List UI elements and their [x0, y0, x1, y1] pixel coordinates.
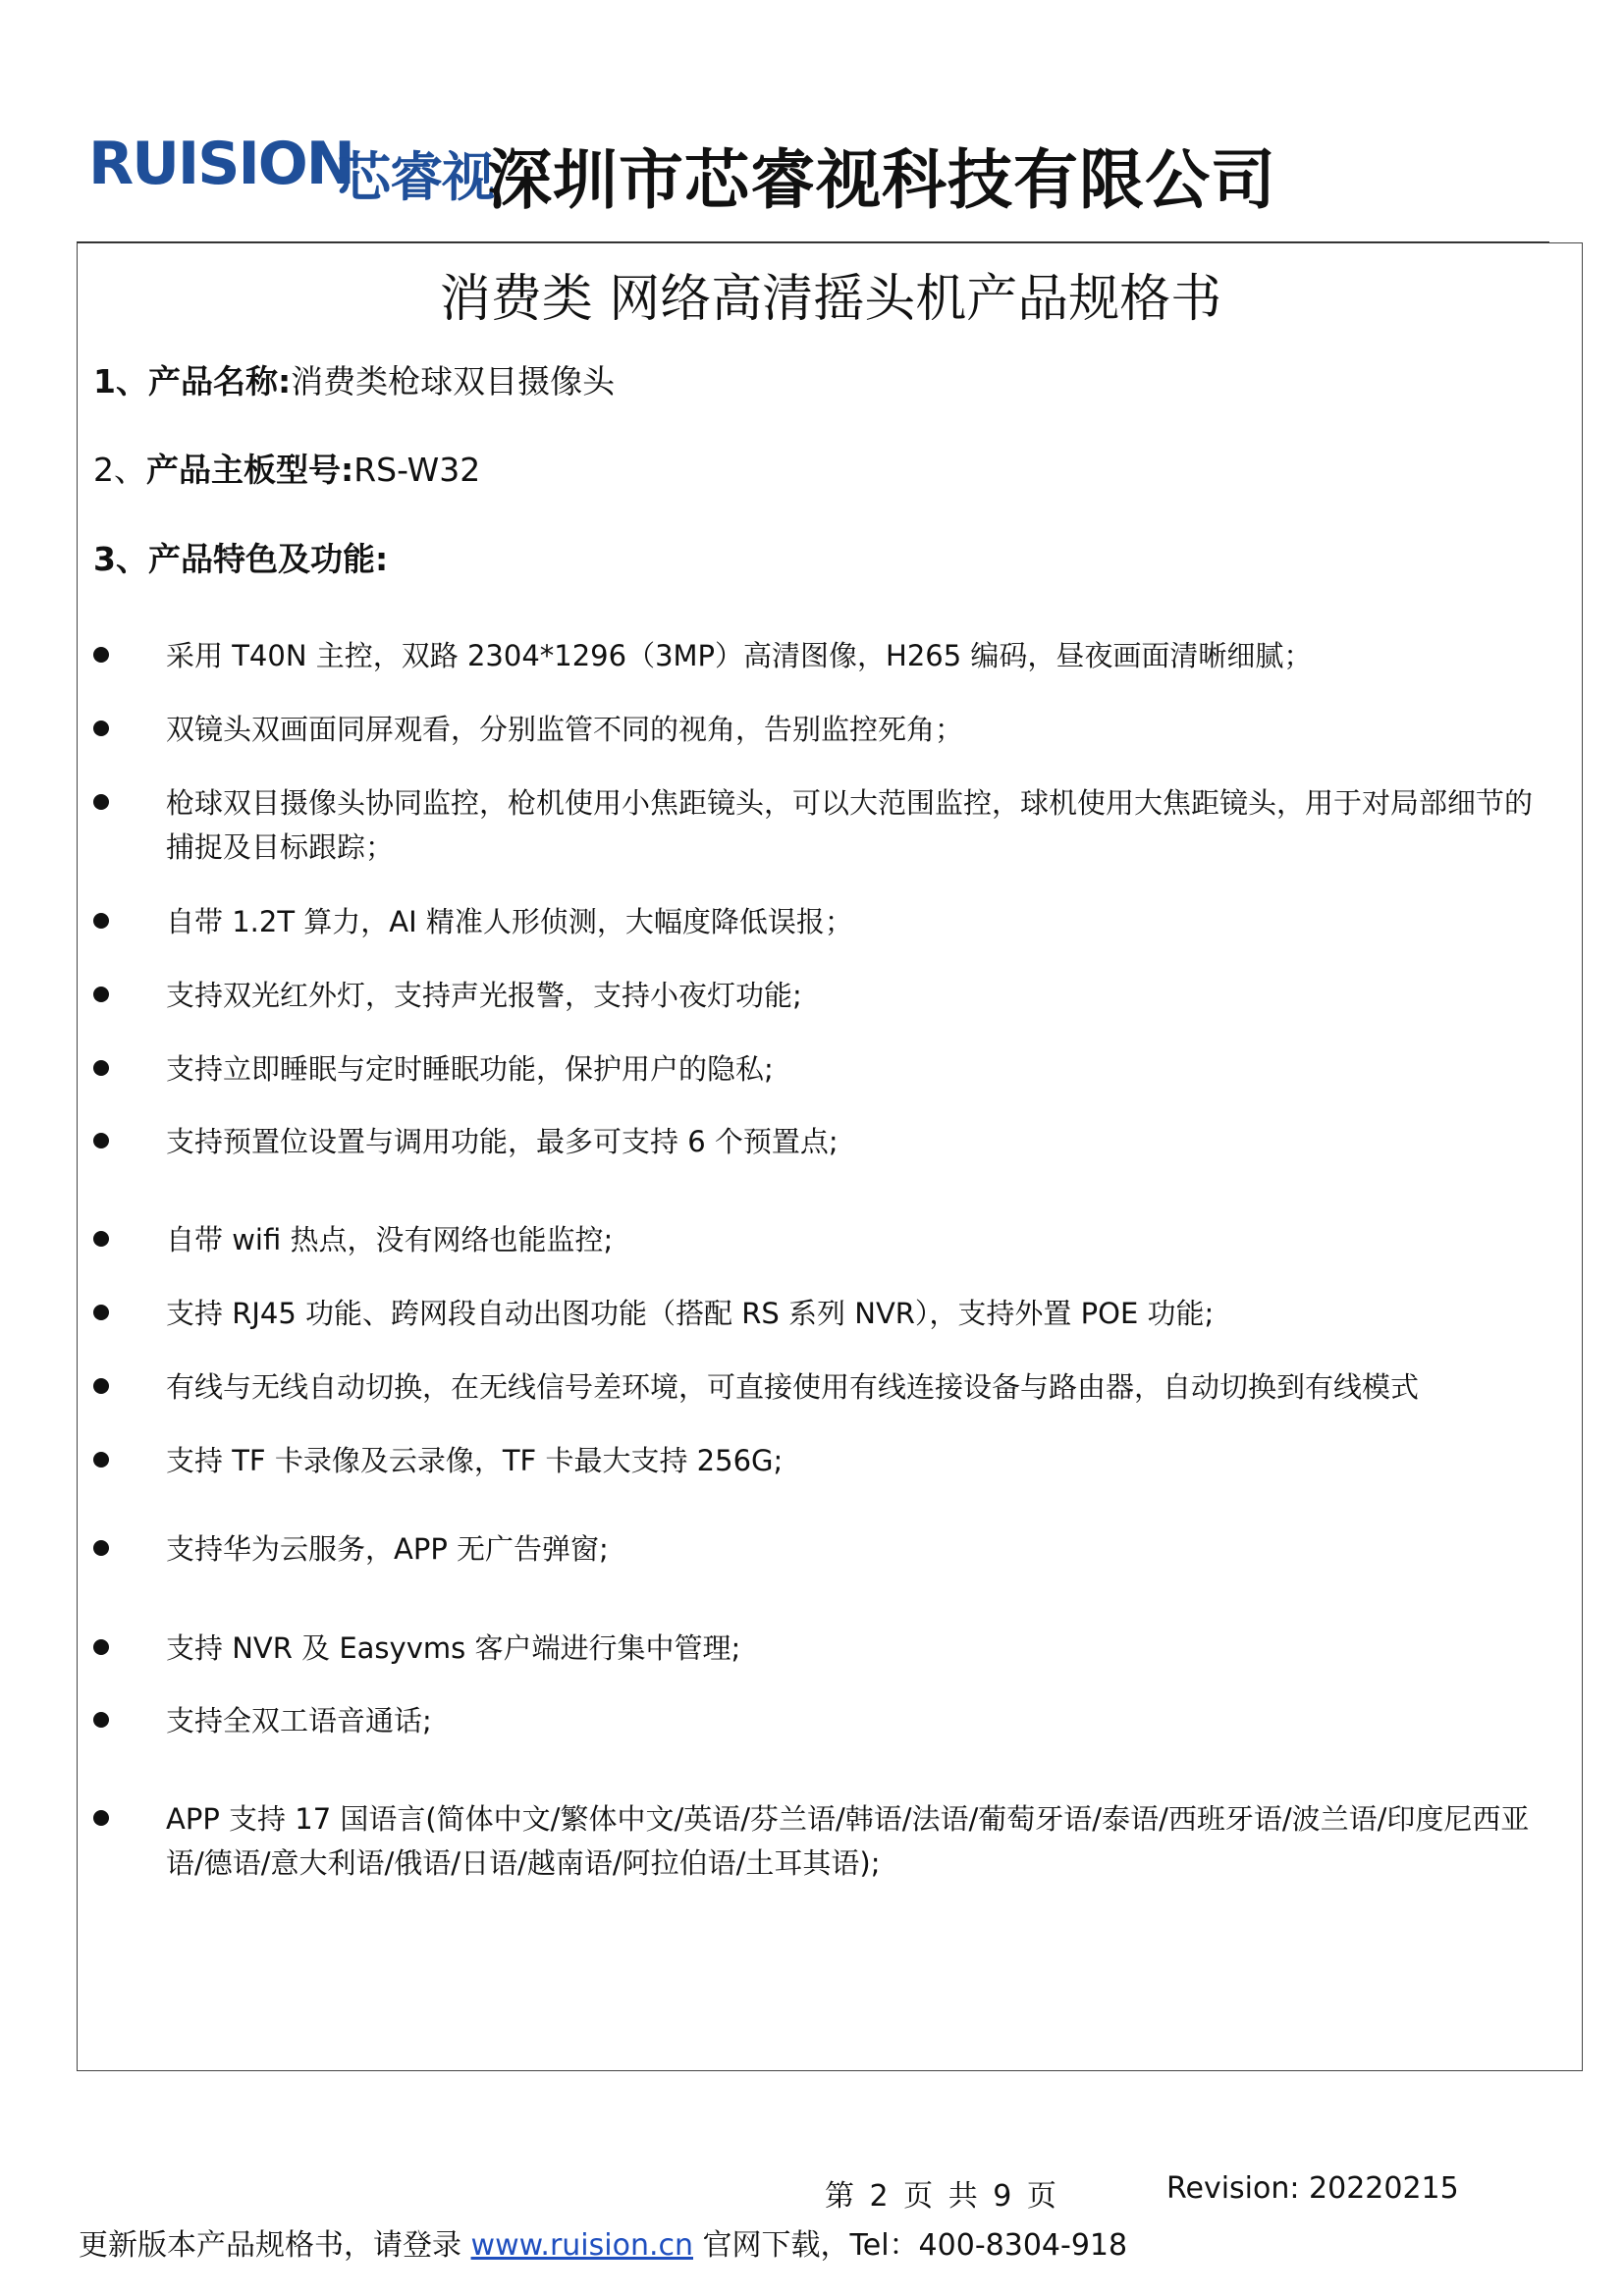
company-name: 深圳市芯睿视科技有限公司 [487, 142, 1276, 218]
product-name-value: 消费类枪球双目摄像头 [291, 362, 616, 400]
footer-update-suffix: 官网下载，Tel：400-8304-918 [693, 2228, 1128, 2263]
board-model-label: 产品主板型号: [146, 451, 354, 489]
bullet-icon [93, 1810, 109, 1826]
bullet-icon [93, 721, 109, 736]
bullet-icon [93, 1540, 109, 1556]
bullet-icon [93, 987, 109, 1002]
bullet-icon [93, 1231, 109, 1247]
product-name-label: 1、产品名称: [93, 362, 292, 400]
product-name-field [93, 356, 615, 402]
bullet-icon [93, 1305, 109, 1320]
bullet-icon [93, 647, 109, 663]
revision-label: Revision: 20220215 [1166, 2171, 1459, 2206]
board-model-prefix: 2、 [93, 451, 146, 489]
features-heading: 3、产品特色及功能: [93, 540, 389, 578]
bullet-icon [93, 1452, 109, 1468]
bullet-icon [93, 794, 109, 810]
bullet-icon [93, 1378, 109, 1394]
board-model-value: RS-W32 [353, 451, 481, 489]
document-title: 消费类 网络高清摇头机产品规格书 [439, 270, 1222, 329]
bullet-icon [93, 913, 109, 929]
bullet-icon [93, 1060, 109, 1076]
logo-chinese-text: 芯睿视 [338, 146, 494, 208]
footer-update-prefix: 更新版本产品规格书，请登录 [79, 2228, 471, 2263]
footer-update-notice [79, 2220, 1127, 2264]
header [88, 106, 1365, 224]
bullet-icon [93, 1712, 109, 1728]
bullet-icon [93, 1133, 109, 1148]
page-number: 第 2 页 共 9 页 [825, 2179, 1056, 2214]
board-model-field [93, 445, 480, 491]
spec-frame: 消费类 网络高清摇头机产品规格书 1、产品名称:消费类枪球双目摄像头 2、产品主板型号:RS-W32 3、产品特色及功能: 采用 T40N 主控，双路 2304*1296（3MP）高清图像，H265 编码，昼夜画面清晰细腻； 双镜头双画面同屏观看，分别监管不同的视角，告别监控死角； 枪球双目摄像头协同监控，枪机使用小焦距镜头，可以大范围监控，球机使用大焦距镜头，用于对局部细节的捕捉及目标跟踪； 自带 1.2T 算力，AI 精准人形侦测，大幅度降低误报； 支持双光红外灯，支持声光报警，支持小夜灯功能; 支持立即睡眠与定时睡眠功能，保护用户的隐私; 支持预置位设置与调用功能，最多可支持 6 个预置点; 自带 wifi 热点，没有网络也能监控; 支持 RJ45 功能、跨网段自动出图功能（搭配 RS 系列 NVR），支持外置 POE 功能; 有线与无线自动切换，在无线信号差环境，可直接使用有线连接设备与路由器，自动切换到有线模式 支持 TF 卡录像及云录像，TF 卡最大支持 256G; 支持华为云服务，APP 无广告弹窗; 支持 NVR 及 Easyvms 客户端进行集中管理; 支持全双工语音通话; APP 支持 17 国语言(简体中文/繁体中文/英语/芬兰语/韩语/法语/葡萄牙语/泰语/西班牙语/波兰语/印度尼西亚语/德语/意大利语/俄语/日语/越南语/阿拉伯语/土耳其语); [77, 242, 1583, 2071]
website-link[interactable]: www.ruision.cn [470, 2228, 693, 2263]
bullet-icon [93, 1639, 109, 1655]
company-logo [88, 106, 494, 224]
logo-latin-text: RUISION [88, 130, 354, 198]
